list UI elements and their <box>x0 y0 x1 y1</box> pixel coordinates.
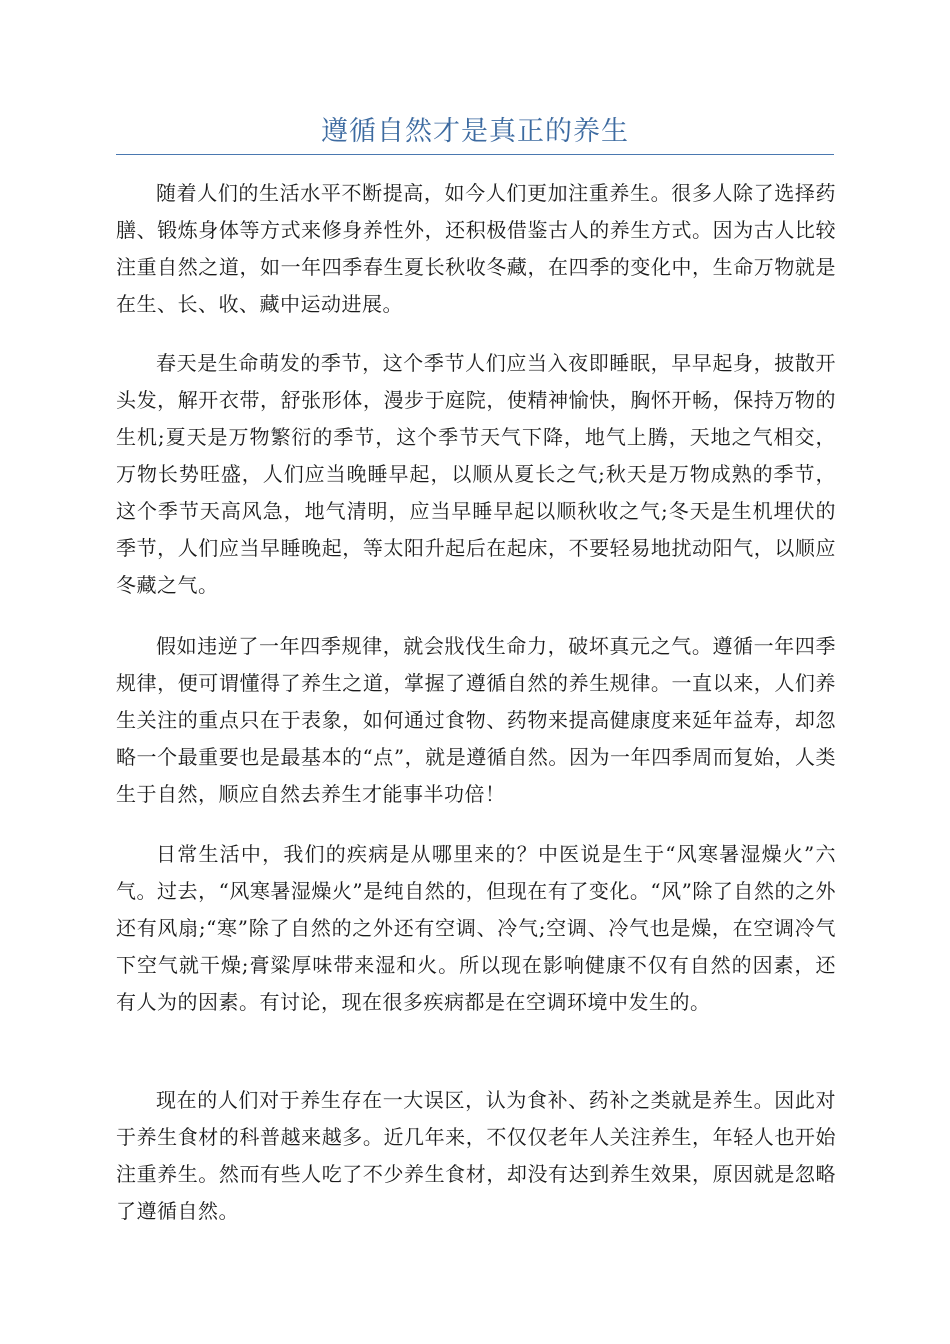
paragraph-5: 现在的人们对于养生存在一大误区，认为食补、药补之类就是养生。因此对于养生食材的科普越来越多。近几年来，不仅仅老年人关注养生，年轻人也开始注重养生。然而有些人吃了不少养生食材，却没有达到养生效果，原因就是忽略了遵循自然。 <box>116 1088 836 1223</box>
document-title: 遵循自然才是真正的养生 <box>321 116 629 147</box>
paragraph-1: 随着人们的生活水平不断提高，如今人们更加注重养生。很多人除了选择药膳、锻炼身体等方式来修身养性外，还积极借鉴古人的养生方式。因为古人比较注重自然之道，如一年四季春生夏长秋收冬藏，在四季的变化中，生命万物就是在生、长、收、藏中运动进展。 <box>116 181 836 316</box>
paragraph-2: 春天是生命萌发的季节，这个季节人们应当入夜即睡眠，早早起身，披散开头发，解开衣带，舒张形体，漫步于庭院，使精神愉快，胸怀开畅，保持万物的生机;夏天是万物繁衍的季节，这个季节天气下降，地气上腾，天地之气相交，万物长势旺盛，人们应当晚睡早起，以顺从夏长之气;秋天是万物成熟的季节，这个季节天高风急，地气清明，应当早睡早起以顺秋收之气;冬天是生机埋伏的季节，人们应当早睡晚起，等太阳升起后在起床，不要轻易地扰动阳气，以顺应冬藏之气。 <box>116 351 836 597</box>
paragraph-4: 日常生活中，我们的疾病是从哪里来的？中医说是生于“风寒暑湿燥火”六气。过去，“风寒暑湿燥火”是纯自然的，但现在有了变化。“风”除了自然的之外还有风扇;“寒”除了自然的之外还有空调、冷气;空调、冷气也是燥，在空调冷气下空气就干燥;膏粱厚味带来湿和火。所以现在影响健康不仅有自然的因素，还有人为的因素。有讨论，现在很多疾病都是在空调环境中发生的。 <box>116 842 836 1014</box>
paragraph-3: 假如违逆了一年四季规律，就会戕伐生命力，破坏真元之气。遵循一年四季规律，便可谓懂得了养生之道，掌握了遵循自然的养生规律。一直以来，人们养生关注的重点只在于表象，如何通过食物、药物来提高健康度来延年益寿，却忽略一个最重要也是最基本的“点”，就是遵循自然。因为一年四季周而复始，人类生于自然，顺应自然去养生才能事半功倍！ <box>116 634 836 806</box>
title-underline <box>116 154 834 155</box>
